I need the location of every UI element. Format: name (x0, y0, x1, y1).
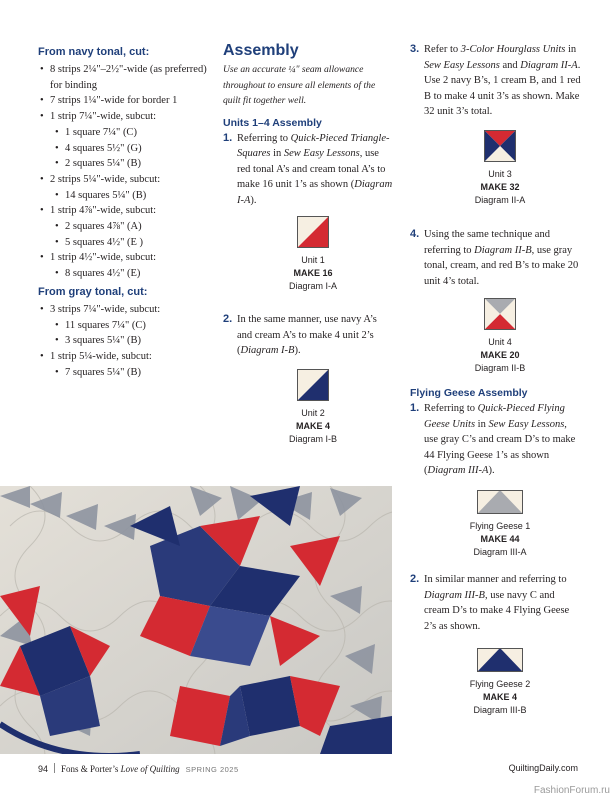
flying-geese-heading: Flying Geese Assembly (410, 387, 528, 399)
cut-item (38, 125, 216, 141)
flying-geese-2-icon (477, 648, 523, 672)
assembly-title: Assembly (223, 42, 299, 59)
diagram-ii-b (452, 298, 548, 375)
step-ref: 3-Color Hourglass Units (460, 44, 566, 55)
gray-cut-list (38, 302, 216, 381)
bullet-icon: • (55, 126, 59, 138)
step-4 (410, 227, 582, 289)
bullet-icon: • (55, 268, 59, 280)
step-text: in (475, 418, 489, 430)
cut-item-text: 8 squares 4½" (E) (65, 268, 141, 280)
diagram-caption: Diagram II-B (474, 363, 526, 373)
watermark: FashionForum.ru (533, 785, 610, 796)
step-2-block (223, 312, 393, 359)
cut-item-text: for binding (50, 79, 97, 91)
step-text: Using the same technique and referring to (424, 229, 550, 256)
diagram-make-count: MAKE 32 (480, 182, 520, 192)
cut-item-text: 1 strip 7¼"-wide, subcut: (50, 111, 157, 123)
diagram-make-count: MAKE 16 (293, 268, 333, 278)
unit-3-hourglass-icon (484, 130, 516, 162)
footer-website: QuiltingDaily.com (508, 763, 578, 773)
step-number: 4. (410, 228, 420, 240)
diagram-make-count: MAKE 4 (295, 421, 330, 431)
diagram-label: Unit 4 (488, 337, 512, 347)
diagram-i-a (265, 216, 361, 293)
cut-item-text: 5 squares 4½" (E ) (65, 236, 144, 248)
quilt-photo (0, 486, 392, 754)
page-footer (38, 763, 578, 774)
flying-geese-block (410, 387, 582, 479)
cut-item (38, 141, 216, 157)
step-number: 1. (410, 402, 420, 414)
cut-item (38, 109, 216, 125)
step-ref: Diagram III-A (427, 465, 489, 477)
bullet-icon: • (55, 189, 59, 201)
navy-cut-heading: From navy tonal, cut: (38, 46, 150, 58)
step-number: 2. (410, 573, 420, 585)
cut-item-text: 3 squares 5¼" (B) (65, 335, 142, 347)
bullet-icon: • (40, 111, 44, 123)
step-ref: Diagram I-A (237, 179, 393, 206)
step-text: ). (294, 345, 301, 357)
step-text: , use red tonal A’s and cream tonal A’s to make 16 unit 1’s as shown ( (237, 148, 386, 191)
cut-item (38, 93, 216, 109)
bullet-icon: • (55, 319, 59, 331)
step-ref: Sew Easy Lessons (283, 148, 360, 160)
diagram-iii-a (448, 490, 552, 559)
cut-item-text: 11 squares 7¼" (C) (65, 319, 146, 331)
step-ref: Quick-Pieced Flying Geese Units (424, 403, 565, 430)
cut-item-text: 1 strip 4½"-wide, subcut: (50, 252, 157, 264)
cut-item (38, 349, 216, 365)
diagram-caption: Diagram III-A (473, 547, 527, 557)
units-heading: Units 1–4 Assembly (223, 116, 322, 129)
cut-item (38, 203, 216, 219)
step-ref: Sew Easy Lessons (424, 59, 500, 71)
step-text: , use navy C and cream D’s to make 4 Flying Geese 2’s as shown. (424, 589, 570, 632)
bullet-icon: • (55, 221, 59, 233)
bullet-icon: • (55, 366, 59, 378)
step-ref: Diagram II-A (520, 59, 578, 71)
page-number: 94 (38, 764, 49, 774)
bullet-icon: • (40, 205, 44, 217)
diagram-caption: Diagram III-B (473, 705, 527, 715)
step-number: 3. (410, 43, 420, 55)
flying-geese-step-2 (410, 572, 582, 634)
step-text: Referring to (237, 132, 291, 144)
cut-item-text: 1 square 7¼" (C) (65, 126, 137, 138)
footer-divider (54, 763, 55, 773)
issue-season: SPRING 2025 (185, 765, 239, 774)
bullet-icon: • (55, 158, 59, 170)
step-text: Referring to (424, 403, 478, 414)
diagram-caption: Diagram I-A (288, 281, 337, 291)
bullet-icon: • (40, 303, 44, 315)
cut-item (38, 188, 216, 204)
cut-item-text: 7 strips 1¼"-wide for border 1 (50, 95, 178, 107)
magazine-name-b: Love of Quilting (120, 764, 180, 774)
assembly-column (223, 42, 393, 208)
cut-item (38, 266, 216, 282)
step-3-block (410, 42, 582, 120)
cut-item (38, 318, 216, 334)
step-text: in (270, 148, 284, 160)
step-text: In the same manner, use navy A’s and cream A’s to make 4 unit 2’s ( (237, 314, 377, 357)
cut-item (38, 250, 216, 266)
step-4-block (410, 227, 582, 289)
unit-1-triangle-square-icon (297, 216, 329, 248)
step-number: 2. (223, 313, 233, 325)
bullet-icon: • (40, 64, 44, 75)
diagram-label: Unit 1 (301, 255, 325, 265)
step-text: ). (488, 465, 495, 477)
cut-item (38, 235, 216, 251)
step-text: ). (250, 194, 257, 206)
bullet-icon: • (40, 252, 44, 264)
magazine-name-a: Fons & Porter’s (61, 764, 121, 774)
diagram-caption: Diagram I-B (288, 434, 337, 444)
cut-item-text: 2 squares 4⅞" (A) (65, 221, 142, 233)
cut-item (38, 172, 216, 188)
diagram-make-count: MAKE 20 (480, 350, 520, 360)
diagram-ii-a (452, 130, 548, 207)
step-1 (223, 131, 393, 209)
cut-item (38, 333, 216, 349)
cut-item-text: 2 squares 5¼" (B) (65, 158, 142, 170)
diagram-iii-b (448, 648, 552, 717)
bullet-icon: • (55, 335, 59, 347)
cut-item-text: 3 strips 7¼"-wide, subcut: (50, 303, 161, 315)
step-text: , use gray C’s and cream D’s to make 44 Flying Geese 1’s as shown ( (424, 418, 576, 477)
cut-item-text: 7 squares 5¼" (B) (65, 366, 142, 378)
bullet-icon: • (40, 350, 44, 362)
bullet-icon: • (55, 142, 59, 154)
diagram-make-count: MAKE 4 (482, 692, 517, 702)
step-2 (223, 312, 393, 359)
flying-geese-1-icon (477, 490, 523, 514)
cut-item (38, 78, 216, 94)
diagram-make-count: MAKE 44 (480, 534, 520, 544)
step-ref: Diagram I-B (240, 345, 295, 357)
cut-item-text: 1 strip 4⅞"-wide, subcut: (50, 205, 157, 217)
bullet-icon: • (40, 95, 44, 107)
cut-item-text: 4 squares 5½" (G) (65, 142, 142, 154)
step-text: . Use 2 navy B’s, 1 cream B, and 1 red B to make 4 unit 3’s as shown. Make 32 unit 3’s total. (424, 59, 581, 118)
bullet-icon: • (55, 236, 59, 248)
step-ref: Quick-Pieced Triangle-Squares (237, 132, 390, 160)
cut-item (38, 302, 216, 318)
step-text: and (499, 59, 521, 71)
bullet-icon: • (40, 173, 44, 185)
footer-left (38, 763, 239, 774)
cut-item (38, 365, 216, 381)
diagram-caption: Diagram II-A (474, 195, 526, 205)
cut-item (38, 156, 216, 172)
step-number: 1. (223, 131, 233, 144)
cut-item-text: 14 squares 5¼" (B) (65, 189, 147, 201)
step-ref: Diagram II-B (474, 244, 532, 256)
cut-item-text: 1 strip 5¼-wide, subcut: (50, 350, 152, 362)
step-ref: Sew Easy Lessons (488, 418, 565, 430)
step-text: , use gray tonal, cream, and red B’s to make 20 unit 4’s total. (424, 244, 579, 287)
quilt-photo-image (0, 486, 392, 754)
cut-item (38, 219, 216, 235)
diagram-label: Flying Geese 2 (469, 679, 531, 689)
diagram-label: Flying Geese 1 (469, 521, 531, 531)
unit-4-hourglass-icon (484, 298, 516, 330)
cut-item (38, 62, 216, 78)
step-text: In similar manner and referring to (424, 574, 567, 585)
diagram-label: Unit 3 (488, 169, 512, 179)
diagram-i-b (265, 369, 361, 446)
cutting-column (38, 46, 216, 380)
diagram-label: Unit 2 (301, 408, 325, 418)
gray-cut-heading: From gray tonal, cut: (38, 285, 148, 298)
cut-item-text: 2 strips 5¼"-wide, subcut: (50, 173, 161, 185)
step-ref: Diagram III-B (424, 589, 485, 601)
step-text: in (565, 44, 577, 55)
navy-cut-list (38, 62, 216, 282)
unit-2-triangle-square-icon (297, 369, 329, 401)
flying-geese-step-2-block (410, 572, 582, 634)
step-text: Refer to (424, 44, 461, 55)
assembly-intro: Use an accurate ¼" seam allowance throughout to ensure all elements of the quilt fit together well. (223, 64, 376, 106)
cut-item-text: 8 strips 2¼"–2½"-wide (as preferred) (50, 64, 207, 75)
step-3 (410, 42, 582, 120)
flying-geese-step-1 (410, 401, 582, 479)
